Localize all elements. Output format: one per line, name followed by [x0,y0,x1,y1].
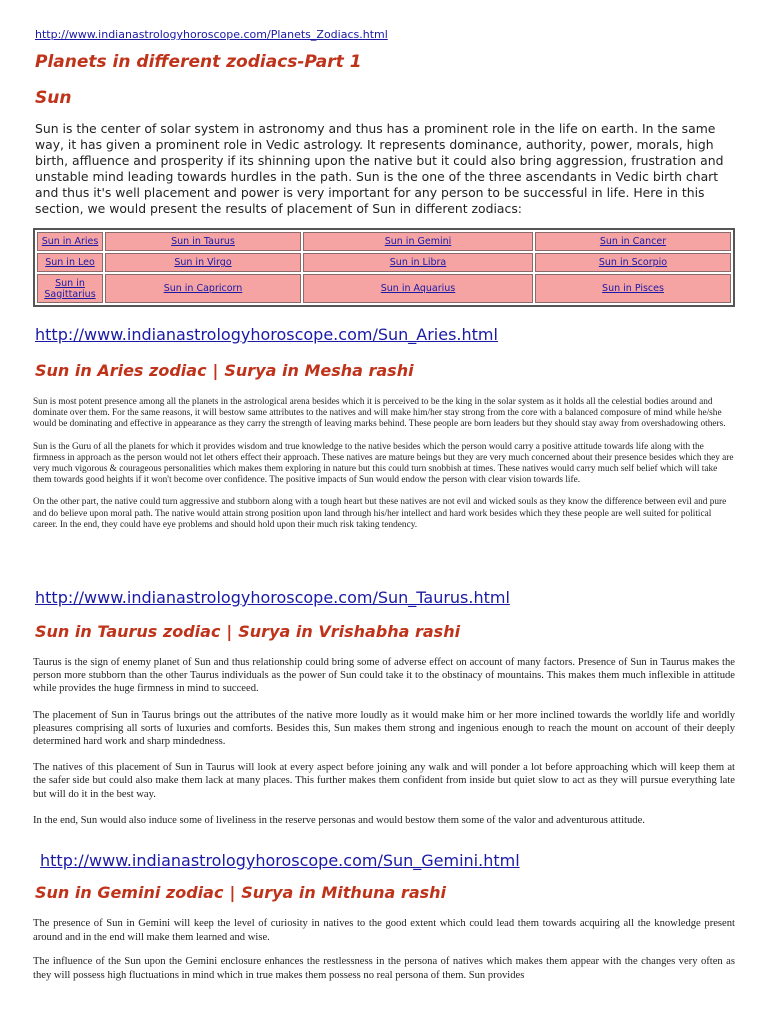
gemini-section-title [35,883,446,902]
paragraph: Sun is most potent presence among all the planets in the astrological arena besides which it is perceived to be the king in the solar system as it holds all the celestial bodies around and dominate over them. For the same reasons, it will bestow same attributes to the natives and will make him/her stay strong from the core with a balanced composure of mind while he/she would be dominating and effective in appearance as they carry the strength of leaving marks behind. These people are born leaders but they should stay away from overshadowing others. [33,397,726,430]
taurus-section-title [35,622,460,641]
section-title-separator: | [229,883,236,902]
taurus-body [33,656,735,840]
source-page-link[interactable]: http://www.indianastrologyhoroscope.com/Planets_Zodiacs.html [35,28,388,41]
table-cell [37,253,103,272]
table-cell [37,232,103,251]
paragraph: Sun is the Guru of all the planets for which it provides wisdom and true knowledge to the native besides which the person would carry a positive attitude towards life along with the firmness in approach as the person would not let others effect their approach. These natives are mature beings but they are very much concerned about their presence besides which they are very much vigorous & courageous personalities which makes them exploring in nature but this could turn snobbish at times. These natives would carry much self belief which will take them towards good heights if it won't become over confidence. The positive impacts of Sun would endow the person with clear vision towards life. [33,441,734,486]
section-title-right: Surya in Mesha rashi [224,361,414,380]
sun-in-leo-link[interactable]: Sun in Leo [45,257,95,268]
intro-paragraph: Sun is the center of solar system in astronomy and thus has a prominent role in the life on earth. In the same way, it has given a prominent role in Vedic astrology. It represents dominance, authority, power, morals, high birth, affluence and prosperity if its shinning upon the native but it could also bring aggression, frustration and unstable mind leading towards hurdles in the path. Sun is the one of the three ascendants in Vedic birth chart and thus it's well placement and power is very important for any person to be successful in life. Here in this section, we would present the results of placement of Sun in different zodiacs: [35,121,724,216]
aries-body [33,397,735,542]
paragraph: On the other part, the native could turn aggressive and stubborn along with a tough heart but these natives are not evil and wicked souls as they know the difference between evil and pure and do believe upon moral path. The native would attain strong position upon land through his/her intellect and hard work besides which they these people are well suited for political career. In the end, they could have eye problems and should hold upon their much risk taking tendency. [33,497,727,530]
sun-in-pisces-link[interactable]: Sun in Pisces [602,283,664,294]
table-cell [535,274,731,303]
table-row [37,253,731,272]
sun-taurus-page-link[interactable]: http://www.indianastrologyhoroscope.com/Sun_Taurus.html [35,588,510,607]
sun-gemini-page-link[interactable]: http://www.indianastrologyhoroscope.com/Sun_Gemini.html [40,851,520,870]
paragraph: In the end, Sun would also induce some of liveliness in the reserve personas and would bestow them some of the valor and adventurous attitude. [33,814,645,826]
paragraph: The influence of the Sun upon the Gemini enclosure enhances the restlessness in the persona of natives which makes them appear with the changes very often as they will possess high fluctuations in mind which in true makes them possess no real persona of them. Sun provides [33,956,735,981]
section-title-right: Surya in Vrishabha rashi [238,622,461,641]
table-cell [105,253,301,272]
sun-in-taurus-link[interactable]: Sun in Taurus [171,236,235,247]
table-row [37,232,731,251]
section-title-separator: | [226,622,233,641]
table-cell [105,232,301,251]
page-subtitle: Sun [35,88,72,108]
table-cell [105,274,301,303]
sun-in-sagittarius-link[interactable]: Sun in Sagittarius [44,277,96,300]
table-cell [37,274,103,303]
paragraph: Taurus is the sign of enemy planet of Sun and thus relationship could bring some of adverse effect on account of many factors. Presence of Sun in Taurus makes the person more stubborn than the other Taurus individuals as the power of Sun could take it to the obstinacy of mountains. This makes them much inflexible in attitude while provides the huge firmness in mind to succeed. [33,657,735,695]
paragraph: The natives of this placement of Sun in Taurus will look at every aspect before joining any walk and will ponder a lot before approaching which will keep them at the safer side but could also make them lack at many places. This further makes them confident from inside but quiet slow to act as they will pursue everything late but will do it in the best way. [33,762,735,800]
section-title-left: Sun in Gemini zodiac [35,883,224,902]
sun-in-libra-link[interactable]: Sun in Libra [389,257,447,268]
table-cell [303,232,533,251]
sun-in-cancer-link[interactable]: Sun in Cancer [599,236,667,247]
aries-section-title [35,361,414,380]
sun-in-gemini-link[interactable]: Sun in Gemini [384,236,452,247]
sun-in-aquarius-link[interactable]: Sun in Aquarius [380,283,456,294]
sun-in-aries-link[interactable]: Sun in Aries [41,236,99,247]
sun-aries-page-link[interactable]: http://www.indianastrologyhoroscope.com/Sun_Aries.html [35,325,498,344]
table-cell [535,253,731,272]
gemini-body [33,917,735,993]
section-title-left: Sun in Taurus zodiac [35,622,221,641]
section-title-right: Surya in Mithuna rashi [241,883,447,902]
page-title: Planets in different zodiacs-Part 1 [35,52,362,72]
table-cell [303,253,533,272]
sun-in-virgo-link[interactable]: Sun in Virgo [174,257,232,268]
zodiac-links-table [33,228,735,307]
section-title-left: Sun in Aries zodiac [35,361,207,380]
paragraph: The placement of Sun in Taurus brings out the attributes of the native more loudly as it would make him or her more inclined towards the worldly life and worldly pleasures comprising all sorts of luxuries and comforts. Besides this, Sun makes them strong and ingenious enough to reach the mount on account of their deeply determined hard work and sharp mindedness. [33,709,735,748]
table-row [37,274,731,303]
sun-in-capricorn-link[interactable]: Sun in Capricorn [163,283,243,294]
section-title-separator: | [212,361,219,380]
table-cell [303,274,533,303]
table-cell [535,232,731,251]
paragraph: The presence of Sun in Gemini will keep the level of curiosity in natives to the good extent which could lead them towards acquiring all the knowledge present around and in the end will make them learned and wise. [33,918,735,943]
sun-in-scorpio-link[interactable]: Sun in Scorpio [598,257,668,268]
